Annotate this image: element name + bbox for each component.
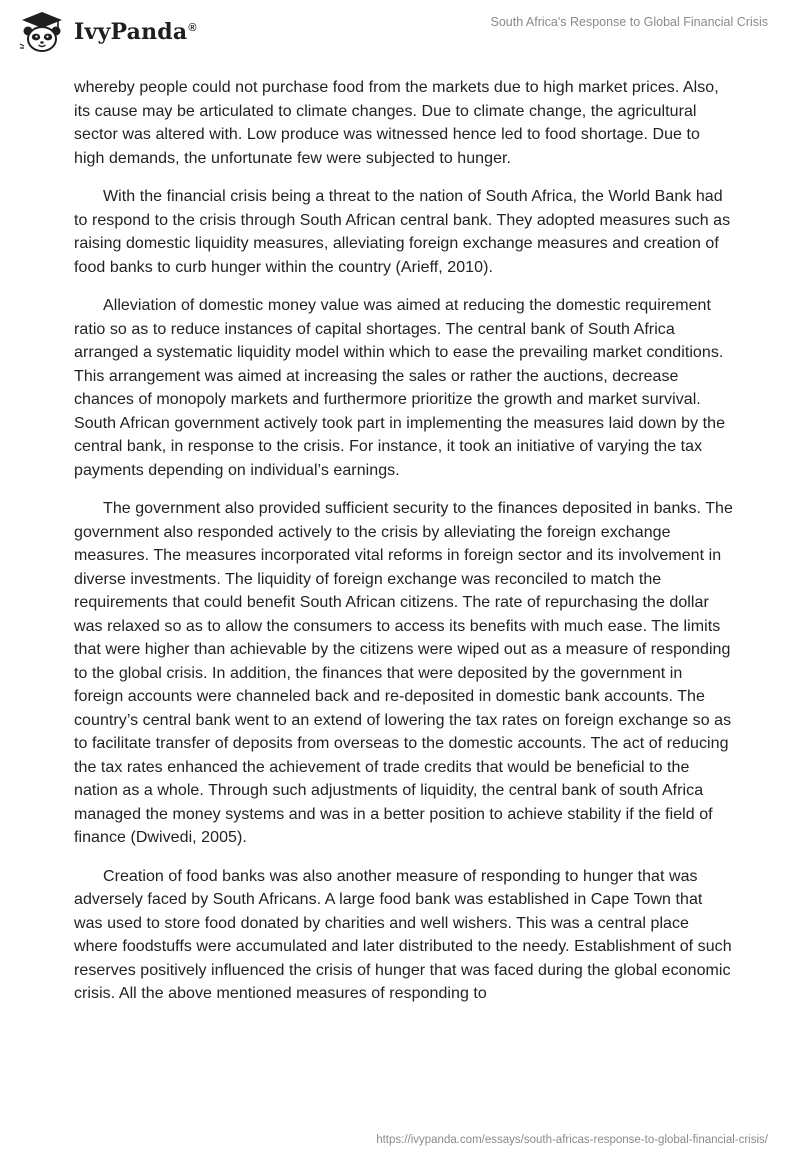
panda-graduation-cap-icon [16,10,68,54]
paragraph-1: whereby people could not purchase food from the markets due to high market prices. Also, its cause may be articulated to climate changes. Due to climate change, the agricultural sector was altered with. Low produce was witnessed hence led to food shortage. Due to high demands, the unfortunate few were subjected to hunger. [74,79,719,167]
page-header [0,0,800,70]
paragraph-4: The government also provided sufficient security to the finances deposited in banks. The government also responded actively to the crisis by alleviating the foreign exchange measures. The measures incorporated vital reforms in foreign sector and its involvement in diverse investments. The liquidity of foreign exchange was reconciled to match the requirements that could benefit South African citizens. The rate of repurchasing the dollar was relaxed so as to allow the consumers to access its benefits with much ease. The limits that were higher than achievable by the citizens were wiped out as a measure of responding to the global crisis. In addition, the finances that were deposited by the government in foreign accounts were channeled back and re-deposited in domestic bank accounts. The country’s central bank went to an extend of lowering the tax rates on foreign exchange so as to facilitate transfer of deposits from overseas to the domestic accounts. The act of reducing the tax rates enhanced the achievement of trade credits that would be beneficial to the nation as a whole. Through such adjustments of liquidity, the central bank of south Africa managed the money systems and was in a better position to achieve stability if the field of finance (Dwivedi, 2005). [74,500,733,846]
paragraph-5: Creation of food banks was also another measure of responding to hunger that was adversely faced by South Africans. A large food bank was established in Cape Town that was used to store food donated by charities and well wishers. This was a central place where foodstuffs were accumulated and later distributed to the needy. Establishment of such reserves positively influenced the crisis of hunger that was faced during the global economic crisis. All the above mentioned measures of responding to [74,867,732,1002]
paragraph-3: Alleviation of domestic money value was aimed at reducing the domestic requirement ratio so as to reduce instances of capital shortages. The central bank of South Africa arranged a systematic liquidity model within which to ease the prevailing market conditions. This arrangement was aimed at increasing the sales or rather the auctions, decrease chances of monopoly markets and furthermore prioritize the growth and market survival. South African government actively took part in implementing the measures laid down by the central bank, in response to the crisis. For instance, it took an initiative of varying the tax payments depending on individual’s earnings. [74,297,726,479]
footer-url[interactable]: https://ivypanda.com/essays/south-africas-response-to-global-financial-crisis/ [376,1134,768,1146]
logo[interactable] [16,10,197,54]
logo-text: IvyPanda® [74,19,197,45]
paragraph-2: With the financial crisis being a threat to the nation of South Africa, the World Bank had to respond to the crisis through South African central bank. They adopted measures such as raising domestic liquidity measures, alleviating foreign exchange measures and creation of food banks to curb hunger within the country (Arieff, 2010). [74,188,731,276]
essay-body [74,76,734,1021]
registered-mark: ® [188,21,197,34]
document-title: South Africa's Response to Global Financial Crisis [490,15,768,29]
